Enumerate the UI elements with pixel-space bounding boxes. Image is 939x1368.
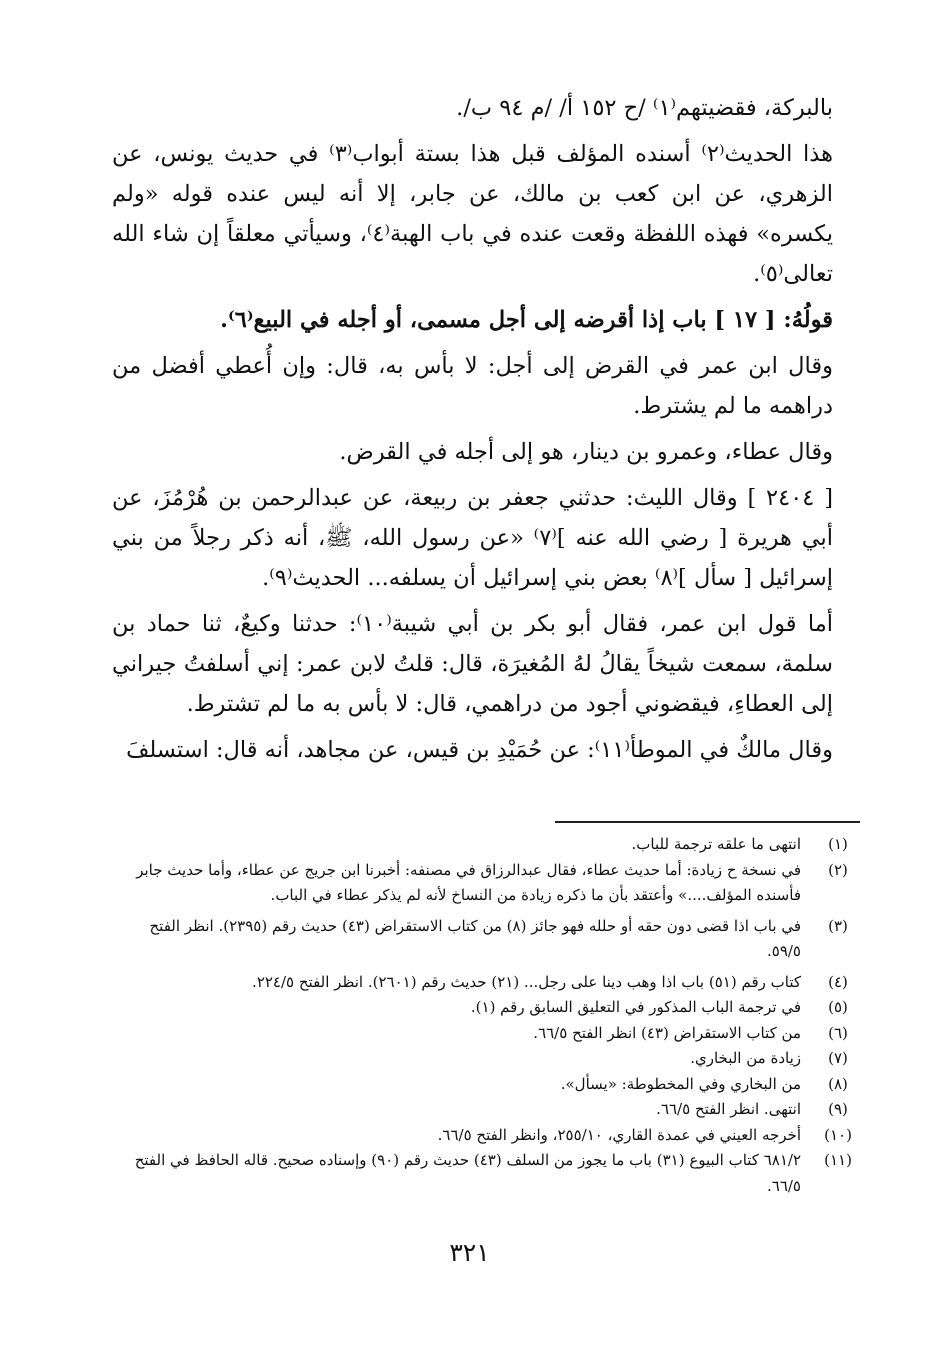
paragraph-2: هذا الحديث⁽٢⁾ أسنده المؤلف قبل هذا بستة أبواب⁽٣⁾ في حديث يونس، عن الزهري، عن ابن كعب بن مالك، عن جابر، إلا أنه ليس عنده قوله «ولم يكسره» فهذه اللفظة وقعت عنده في باب الهبة⁽٤⁾، وسيأتي معلقاً إن شاء الله تعالى⁽٥⁾. — [112, 141, 833, 287]
footnote-text: انتهى ما علقه ترجمة للباب. — [631, 835, 801, 853]
main-text — [112, 88, 833, 770]
footnote — [112, 970, 867, 996]
footnote — [112, 832, 867, 858]
chapter-heading: قولُهُ: [ ١٧ ] باب إذا أقرضه إلى أجل مسمى، أو أجله في البيع⁽٦⁾. — [220, 307, 833, 333]
footnote-text: كتاب رقم (٥١) باب اذا وهب دينا على رجل... (٢١) حديث رقم (٢٦٠١). انظر الفتح ٢٢٤/٥. — [252, 972, 801, 991]
footnote-number: (٨) — [828, 1074, 848, 1093]
footnote — [112, 1072, 867, 1098]
footnote — [112, 1097, 867, 1123]
footnote-number: (١) — [828, 835, 848, 853]
footnote-text: من البخاري وفي المخطوطة: «يسأل». — [560, 1074, 801, 1093]
footnote-number: (٢) — [828, 860, 848, 879]
footnote-text: ٦٨١/٢ كتاب البيوع (٣١) باب ما يجوز من السلف (٤٣) حديث رقم (٩٠) وإسناده صحيح. قاله الحافظ في الفتح ٦٦/٥. — [134, 1151, 801, 1195]
footnote-text: زيادة من البخاري. — [690, 1049, 801, 1067]
paragraph-ibn-abi-shayba: أما قول ابن عمر، فقال أبو بكر بن أبي شيبة⁽١٠⁾: حدثنا وكيعٌ، ثنا حماد بن سلمة، سمعت شيخاً يقالُ لهُ المُغيرَة، قال: قلتُ لابن عمر: إني أسلفتُ جيراني إلى العطاءِ، فيقضوني أجود من دراهمي، قال: لا بأس به ما لم تشترط. — [112, 611, 834, 717]
footnote-number: (٦) — [828, 1023, 848, 1042]
footnote-text: في نسخة ح زيادة: أما حديث عطاء، فقال عبدالرزاق في مصنفه: أخبرنا ابن جريج عن عطاء، وأما حديث جابر فأسنده المؤلف....» وأعتقد بأن ما ذكره زيادة من النساخ لأنه لم يذكر عطاء في الباب. — [136, 860, 801, 904]
footnote-text: في باب اذا قضى دون حقه أو حلله فهو جائز (٨) من كتاب الاستقراض (٤٣) حديث رقم (٢٣٩٥). انظر الفتح ٥٩/٥. — [149, 916, 801, 960]
footnote-text: أخرجه العيني في عمدة القاري، ٢٥٥/١٠، وانظر الفتح ٦٦/٥. — [437, 1125, 801, 1144]
footnote — [112, 1148, 867, 1199]
paragraph-ata: وقال عطاء، وعمرو بن دينار، هو إلى أجله في القرض. — [339, 439, 833, 465]
footnote — [112, 1021, 867, 1047]
page-number: ٣٢١ — [449, 1238, 490, 1267]
footnote-number: (٩) — [828, 1100, 848, 1118]
paragraph-hadith-2404: [ ٢٤٠٤ ] وقال الليث: حدثني جعفر بن ربيعة، عن عبدالرحمن بن هُرْمُزَ، عن أبي هريرة [ رضي الله عنه ]⁽٧⁾ «عن رسول الله، ﷺ، أنه ذكر رجلاً من بني إسرائيل [ سأل ]⁽٨⁾ بعض بني إسرائيل أن يسلفه... الحديث⁽٩⁾. — [112, 485, 833, 591]
paragraph-1: بالبركة، فقضيتهم⁽١⁾ /ح ١٥٢ أ/ /م ٩٤ ب/. — [456, 95, 833, 121]
paragraph-ibn-umar: وقال ابن عمر في القرض إلى أجل: لا بأس به، قال: وإن أُعطي أفضل من دراهمه ما لم يشترط. — [112, 353, 833, 419]
footnote-text: انتهى. انظر الفتح ٦٦/٥. — [656, 1100, 801, 1118]
footnote-number: (١٠) — [824, 1125, 852, 1144]
footnote-number: (٤) — [828, 972, 848, 991]
footnote-text: من كتاب الاستقراض (٤٣) انظر الفتح ٦٦/٥. — [533, 1023, 801, 1042]
footnote-separator — [555, 821, 860, 823]
footnote-number: (٣) — [828, 916, 848, 935]
footnote — [112, 1046, 867, 1072]
paragraph-malik: وقال مالكٌ في الموطأ⁽١١⁾: عن حُمَيْدِ بن قيس، عن مجاهد، أنه قال: استسلفَ — [126, 737, 833, 763]
footnote — [112, 995, 867, 1021]
footnote — [112, 914, 867, 965]
footnote-number: (٧) — [828, 1049, 848, 1067]
footnote-number: (٥) — [828, 998, 848, 1016]
footnote — [112, 858, 867, 909]
footnote-text: في ترجمة الباب المذكور في التعليق السابق رقم (١). — [470, 998, 801, 1016]
footnote-number: (١١) — [824, 1151, 852, 1169]
footnote — [112, 1123, 867, 1149]
footnotes — [112, 832, 867, 1199]
